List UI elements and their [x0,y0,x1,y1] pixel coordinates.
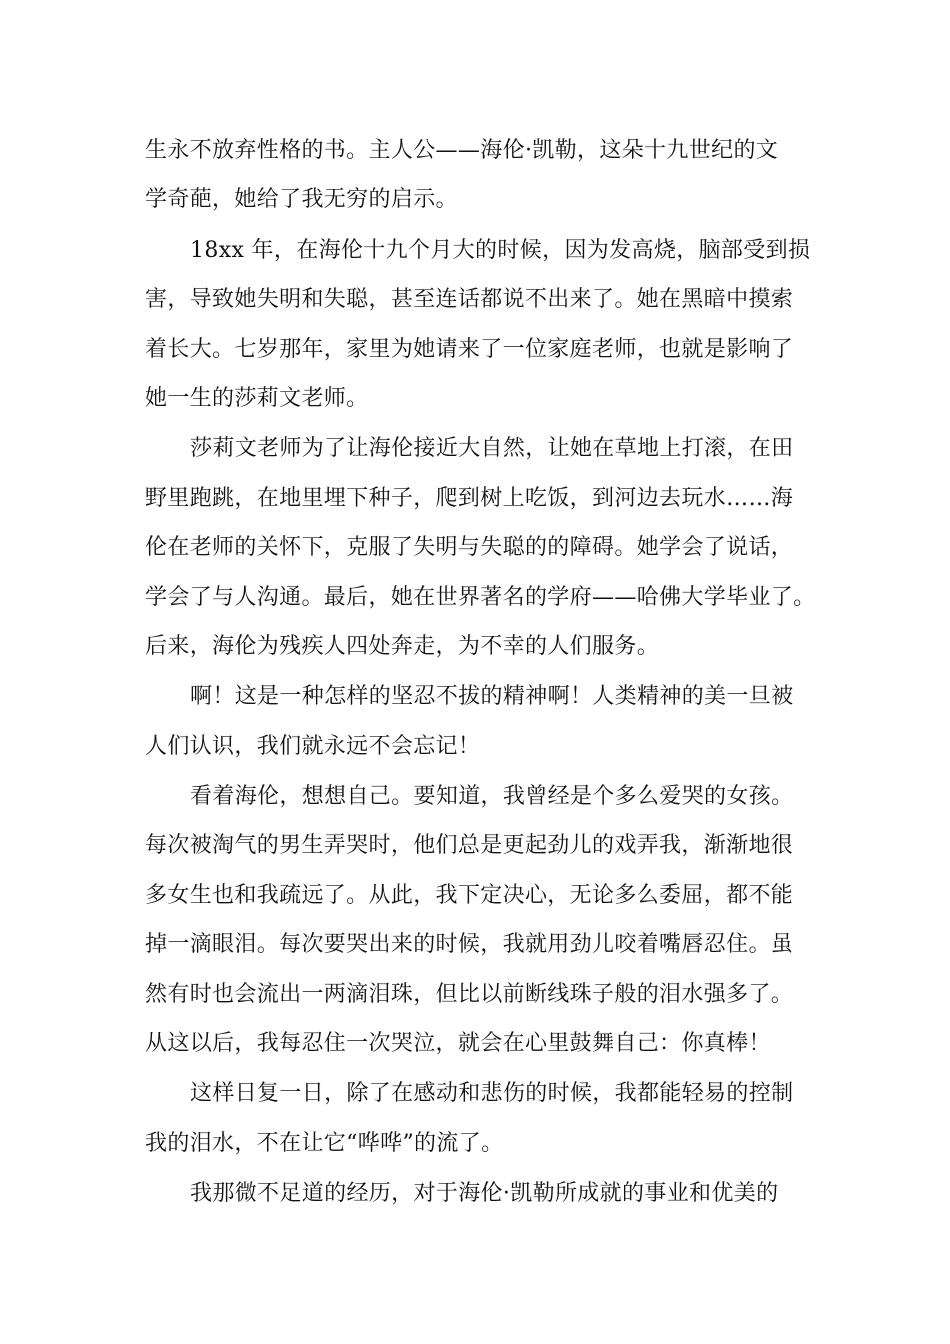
text-line: 学奇葩，她给了我无穷的启示。 [145,187,458,213]
text-line: 这样日复一日，除了在感动和悲伤的时候，我都能轻易的控制 [190,1081,794,1107]
paragraph [145,226,825,424]
text-line: 人们认识，我们就永远不会忘记！ [145,733,481,759]
text-line: 伦在老师的关怀下，克服了失明与失聪的的障碍。她学会了说话， [145,535,794,561]
paragraph [145,126,825,225]
text-line: 然有时也会流出一两滴泪珠，但比以前断线珠子般的泪水强多了。 [145,981,794,1007]
text-line: 啊！这是一种怎样的坚忍不拔的精神啊！人类精神的美一旦被 [190,684,794,710]
paragraph [145,772,825,1068]
paragraph [145,424,825,671]
text-line: 多女生也和我疏远了。从此，我下定决心，无论多么委屈，都不能 [145,882,794,908]
text-line: 我那微不足道的经历，对于海伦·凯勒所成就的事业和优美的 [190,1181,779,1207]
paragraph [145,672,825,771]
text-line: 后来，海伦为残疾人四处奔走，为不幸的人们服务。 [145,633,660,659]
text-line: 从这以后，我每忍住一次哭泣，就会在心里鼓舞自己：你真棒！ [145,1031,771,1057]
text-line: 看着海伦，想想自己。要知道，我曾经是个多么爱哭的女孩。 [190,784,794,810]
text-line: 掉一滴眼泪。每次要哭出来的时候，我就用劲儿咬着嘴唇忍住。虽 [145,932,794,958]
text-line: 生永不放弃性格的书。主人公——海伦·凯勒，这朵十九世纪的文 [145,138,779,163]
text-line: 野里跑跳，在地里埋下种子，爬到树上吃饭，到河边去玩水……海 [145,485,794,511]
text-line: 学会了与人沟通。最后，她在世界著名的学府——哈佛大学毕业了。 [145,584,816,610]
text-line: 18xx 年，在海伦十九个月大的时候，因为发高烧，脑部受到损 [190,237,811,263]
text-line: 她一生的莎莉文老师。 [145,385,369,411]
paragraph [145,1169,825,1218]
text-line: 害，导致她失明和失聪，甚至连话都说不出来了。她在黑暗中摸索 [145,287,794,313]
text-line: 每次被淘气的男生弄哭时，他们总是更起劲儿的戏弄我，渐渐地很 [145,833,794,859]
text-line: 着长大。七岁那年，家里为她请来了一位家庭老师，也就是影响了 [145,336,794,362]
text-line: 莎莉文老师为了让海伦接近大自然，让她在草地上打滚，在田 [190,436,794,462]
essay-body [145,126,825,1220]
paragraph [145,1069,825,1168]
text-line: 我的泪水，不在让它“哗哗”的流了。 [145,1130,504,1156]
